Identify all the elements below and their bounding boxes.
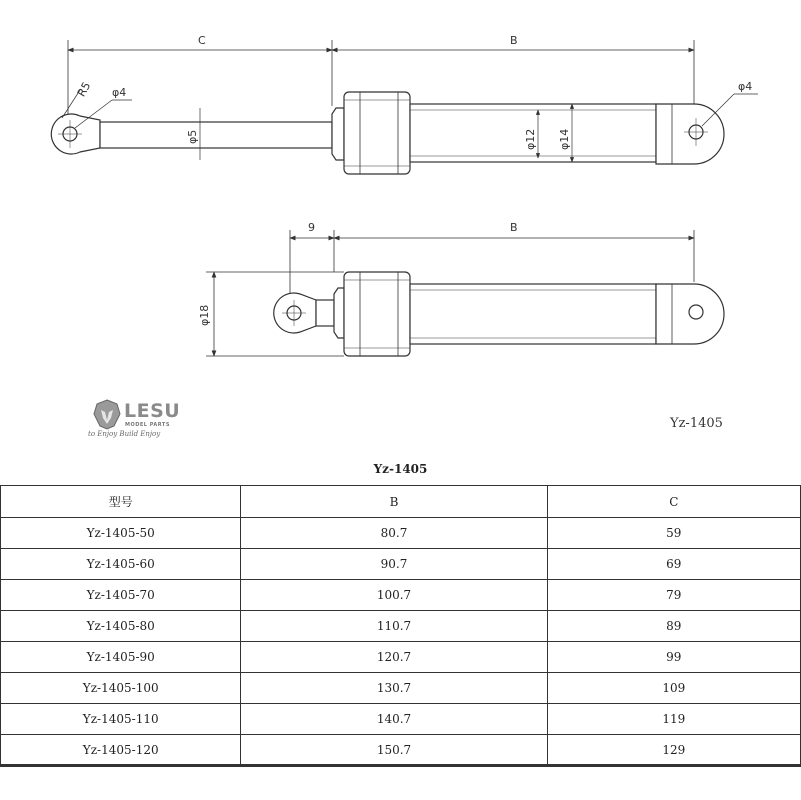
cell-b: 130.7 [241,673,547,704]
cell-c: 89 [547,611,800,642]
cell-b: 120.7 [241,642,547,673]
lesu-logo [88,398,208,444]
table-row [1,673,801,704]
lion-emblem-icon [92,398,122,430]
dim-phi12-label: φ12 [524,128,537,150]
dim-phi18-label: φ18 [198,304,211,326]
cell-model: Yz-1405-120 [1,735,241,766]
cell-c: 109 [547,673,800,704]
top-view-extended [51,40,758,174]
cell-model: Yz-1405-50 [1,518,241,549]
table-header-row [1,486,801,518]
specs-table [0,485,801,766]
cell-c: 79 [547,580,800,611]
table-row [1,518,801,549]
logo-wordmark: LESU [124,400,181,422]
table-row [1,735,801,766]
table-row [1,704,801,735]
bottom-border [0,764,801,767]
header-c: C [547,486,800,518]
dim-b-bottom-label: B [510,221,518,234]
cell-b: 140.7 [241,704,547,735]
cell-model: Yz-1405-80 [1,611,241,642]
cell-b: 90.7 [241,549,547,580]
logo-subtitle: MODEL PARTS [125,422,170,428]
cell-b: 150.7 [241,735,547,766]
cell-c: 69 [547,549,800,580]
cell-model: Yz-1405-90 [1,642,241,673]
header-b: B [241,486,547,518]
dim-b-top-label: B [510,34,518,47]
table-row [1,549,801,580]
cell-b: 110.7 [241,611,547,642]
dim-9-label: 9 [308,221,315,234]
dim-phi5-label: φ5 [186,129,199,144]
header-model: 型号 [1,486,241,518]
cell-model: Yz-1405-110 [1,704,241,735]
cell-model: Yz-1405-60 [1,549,241,580]
model-label: Yz-1405 [670,416,723,431]
bottom-view-retracted [206,230,724,356]
cell-c: 129 [547,735,800,766]
table-row [1,611,801,642]
dim-c-label: C [198,34,206,47]
cell-b: 100.7 [241,580,547,611]
table-row [1,642,801,673]
dim-phi14-label: φ14 [558,128,571,150]
dim-phi4-right-label: φ4 [738,80,753,93]
cell-model: Yz-1405-70 [1,580,241,611]
cell-c: 59 [547,518,800,549]
cell-c: 119 [547,704,800,735]
dim-r5-label: R5 [74,79,94,99]
dim-phi4-left-label: φ4 [112,86,127,99]
cell-b: 80.7 [241,518,547,549]
cell-c: 99 [547,642,800,673]
table-row [1,580,801,611]
logo-tagline: to Enjoy Build Enjoy [88,430,161,438]
cell-model: Yz-1405-100 [1,673,241,704]
table-title: Yz-1405 [373,462,428,476]
